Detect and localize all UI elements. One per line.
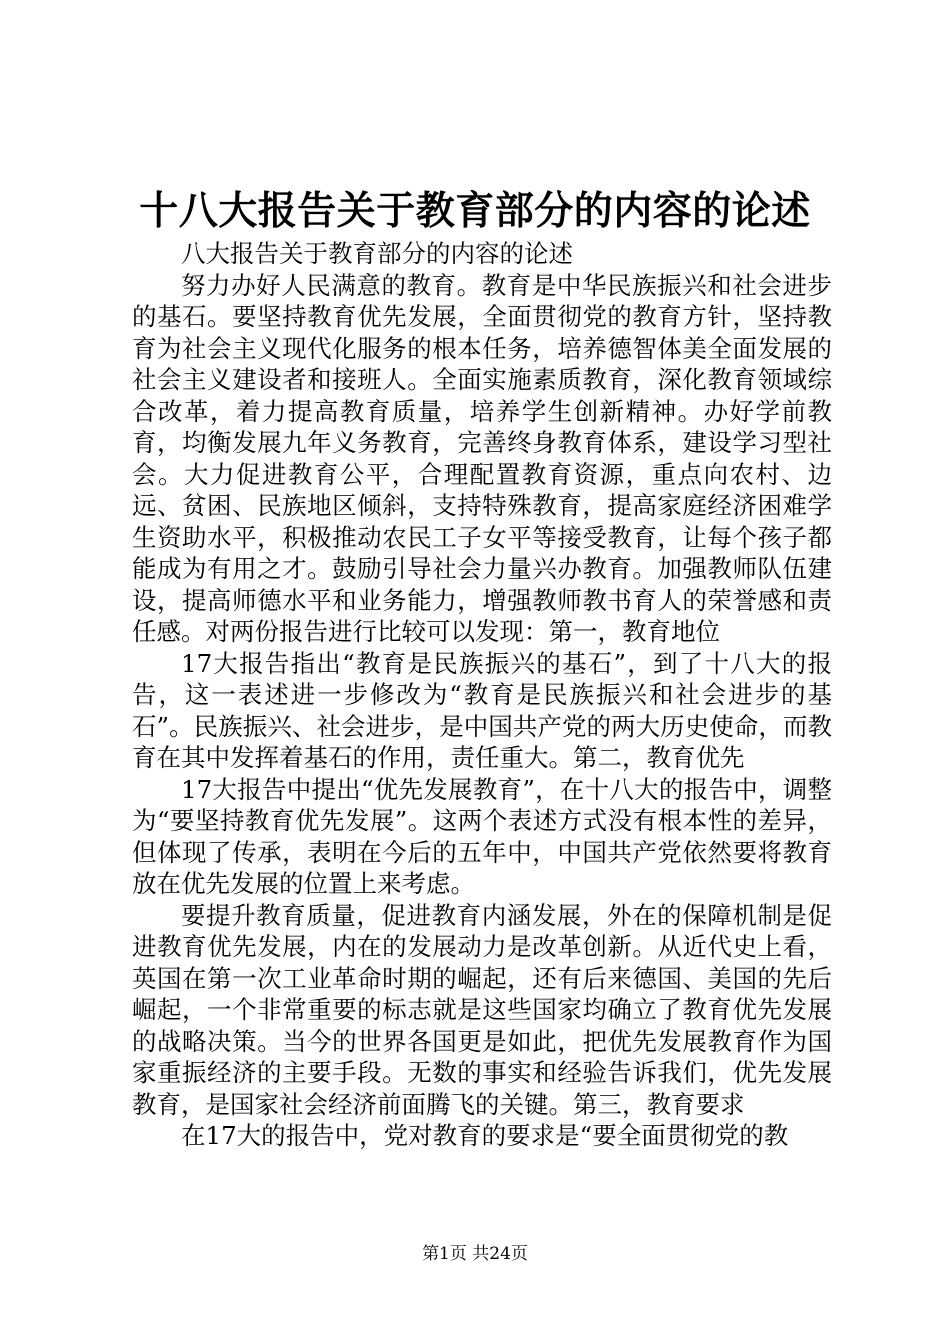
- document-body: [132, 238, 832, 1152]
- paragraph: 17大报告中提出“优先发展教育”，在十八大的报告中，调整为“要坚持教育优先发展”。这两个表述方式没有根本性的差异，但体现了传承，表明在今后的五年中，中国共产党依然要将教育放在优先发展的位置上来考虑。: [132, 774, 832, 898]
- page-number-footer: 第1页 共24页: [422, 1244, 528, 1264]
- paragraph-subtitle: 八大报告关于教育部分的内容的论述: [181, 239, 573, 268]
- paragraph: 要提升教育质量，促进教育内涵发展，外在的保障机制是促进教育优先发展，内在的发展动力是改革创新。从近代史上看，英国在第一次工业革命时期的崛起，还有后来德国、美国的先后崛起，一个非常重要的标志就是这些国家均确立了教育优先发展的战略决策。当今的世界各国更是如此，把优先发展教育作为国家重振经济的主要手段。无数的事实和经验告诉我们，优先发展教育，是国家社会经济前面腾飞的关键。第三，教育要求: [132, 900, 832, 1119]
- document-title: 十八大报告关于教育部分的内容的论述: [139, 188, 811, 234]
- paragraph: 在17大的报告中，党对教育的要求是“要全面贯彻党的教: [181, 1121, 789, 1150]
- paragraph: 努力办好人民满意的教育。教育是中华民族振兴和社会进步的基石。要坚持教育优先发展，全面贯彻党的教育方针，坚持教育为社会主义现代化服务的根本任务，培养德智体美全面发展的社会主义建设者和接班人。全面实施素质教育，深化教育领域综合改革，着力提高教育质量，培养学生创新精神。办好学前教育，均衡发展九年义务教育，完善终身教育体系，建设学习型社会。大力促进教育公平，合理配置教育资源，重点向农村、边远、贫困、民族地区倾斜，支持特殊教育，提高家庭经济困难学生资助水平，积极推动农民工子女平等接受教育，让每个孩子都能成为有用之才。鼓励引导社会力量兴办教育。加强教师队伍建设，提高师德水平和业务能力，增强教师教书育人的荣誉感和责任感。对两份报告进行比较可以发现：第一，教育地位: [132, 270, 832, 646]
- paragraph: 17大报告指出“教育是民族振兴的基石”，到了十八大的报告，这一表述进一步修改为“教育是民族振兴和社会进步的基石”。民族振兴、社会进步，是中国共产党的两大历史使命，而教育在其中发挥着基石的作用，责任重大。第二，教育优先: [132, 648, 832, 772]
